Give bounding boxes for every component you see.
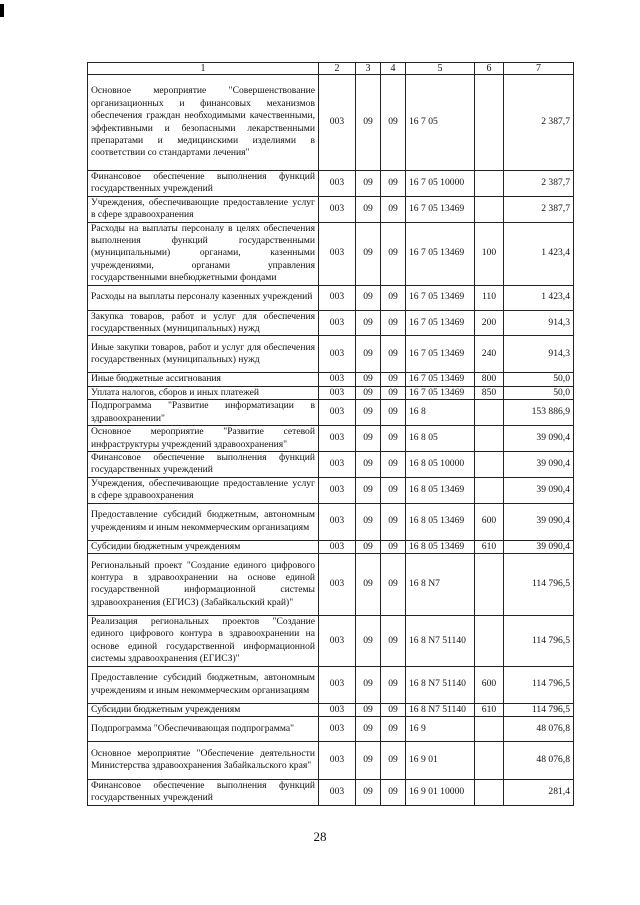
row-subsection-code: 09 [381,615,406,666]
row-name: Предоставление субсидий бюджетным, автономным учреждениям и иным некоммерческим организациям [88,666,319,703]
row-amount: 2 387,7 [504,196,574,222]
row-section-code: 09 [356,540,381,553]
row-section-code: 09 [356,703,381,716]
row-name: Основное мероприятие "Совершенствование организационных и финансовых механизмов обеспечения граждан необходимыми качественными, эффективными и безопасными лекарственными препаратами и медицинскими изделиями в соответствии со стандартами лечения" [88,75,319,171]
row-expense-type-code: 240 [475,336,504,373]
row-subsection-code: 09 [381,386,406,399]
row-expense-type-code [475,716,504,741]
row-expense-type-code: 600 [475,666,504,703]
row-subsection-code: 09 [381,75,406,171]
row-subsection-code: 09 [381,553,406,615]
row-target-article-code: 16 7 05 13469 [406,196,475,222]
row-section-code: 09 [356,741,381,779]
row-main-admin-code: 003 [319,386,356,399]
row-name: Закупка товаров, работ и услуг для обеспечения государственных (муниципальных) нужд [88,310,319,336]
row-amount: 39 090,4 [504,451,574,477]
row-subsection-code: 09 [381,222,406,285]
table-row [88,386,574,399]
row-target-article-code: 16 8 05 13469 [406,540,475,553]
row-expense-type-code [475,553,504,615]
row-main-admin-code: 003 [319,553,356,615]
row-amount: 39 090,4 [504,426,574,452]
row-section-code: 09 [356,222,381,285]
row-subsection-code: 09 [381,716,406,741]
row-section-code: 09 [356,615,381,666]
column-header: 2 [319,63,356,75]
row-target-article-code: 16 7 05 13469 [406,222,475,285]
row-subsection-code: 09 [381,703,406,716]
row-section-code: 09 [356,336,381,373]
row-main-admin-code: 003 [319,779,356,805]
row-section-code: 09 [356,779,381,805]
row-target-article-code: 16 7 05 13469 [406,373,475,386]
row-name: Финансовое обеспечение выполнения функций государственных учреждений [88,171,319,197]
row-expense-type-code: 610 [475,703,504,716]
column-header: 3 [356,63,381,75]
row-target-article-code: 16 8 [406,400,475,426]
column-header: 7 [504,63,574,75]
row-amount: 48 076,8 [504,741,574,779]
row-name: Учреждения, обеспечивающие предоставление услуг в сфере здравоохранения [88,196,319,222]
row-section-code: 09 [356,373,381,386]
table-row [88,222,574,285]
row-amount: 39 090,4 [504,540,574,553]
row-amount: 914,3 [504,310,574,336]
row-target-article-code: 16 9 [406,716,475,741]
row-expense-type-code [475,451,504,477]
row-subsection-code: 09 [381,477,406,503]
row-section-code: 09 [356,503,381,540]
row-main-admin-code: 003 [319,196,356,222]
row-main-admin-code: 003 [319,222,356,285]
row-name: Учреждения, обеспечивающие предоставление услуг в сфере здравоохранения [88,477,319,503]
row-main-admin-code: 003 [319,477,356,503]
row-target-article-code: 16 8 05 13469 [406,503,475,540]
row-main-admin-code: 003 [319,615,356,666]
row-expense-type-code [475,615,504,666]
row-section-code: 09 [356,426,381,452]
row-amount: 153 886,9 [504,400,574,426]
table-header-row [88,63,574,75]
row-amount: 281,4 [504,779,574,805]
row-section-code: 09 [356,400,381,426]
row-subsection-code: 09 [381,540,406,553]
row-name: Подпрограмма "Развитие информатизации в здравоохранении" [88,400,319,426]
table-row [88,503,574,540]
row-subsection-code: 09 [381,373,406,386]
row-expense-type-code: 600 [475,503,504,540]
row-name: Подпрограмма "Обеспечивающая подпрограмма" [88,716,319,741]
row-section-code: 09 [356,553,381,615]
row-amount: 2 387,7 [504,171,574,197]
table-row [88,336,574,373]
row-amount: 39 090,4 [504,503,574,540]
scan-corner-mark [0,4,4,17]
row-subsection-code: 09 [381,779,406,805]
row-amount: 39 090,4 [504,477,574,503]
row-main-admin-code: 003 [319,336,356,373]
row-main-admin-code: 003 [319,310,356,336]
row-subsection-code: 09 [381,400,406,426]
row-target-article-code: 16 7 05 13469 [406,336,475,373]
row-section-code: 09 [356,285,381,310]
row-expense-type-code [475,426,504,452]
row-main-admin-code: 003 [319,426,356,452]
row-main-admin-code: 003 [319,703,356,716]
page-number: 28 [313,829,327,844]
row-target-article-code: 16 7 05 13469 [406,310,475,336]
row-target-article-code: 16 7 05 [406,75,475,171]
table-row [88,373,574,386]
row-main-admin-code: 003 [319,75,356,171]
row-name: Субсидии бюджетным учреждениям [88,703,319,716]
row-target-article-code: 16 8 N7 51140 [406,666,475,703]
row-expense-type-code [475,171,504,197]
row-expense-type-code [475,741,504,779]
row-target-article-code: 16 7 05 13469 [406,386,475,399]
row-subsection-code: 09 [381,336,406,373]
row-name: Субсидии бюджетным учреждениям [88,540,319,553]
row-section-code: 09 [356,196,381,222]
column-header: 6 [475,63,504,75]
row-section-code: 09 [356,477,381,503]
row-subsection-code: 09 [381,503,406,540]
row-expense-type-code [475,196,504,222]
row-name: Основное мероприятие "Обеспечение деятельности Министерства здравоохранения Забайкальского края" [88,741,319,779]
row-expense-type-code: 610 [475,540,504,553]
row-name: Иные бюджетные ассигнования [88,373,319,386]
row-section-code: 09 [356,451,381,477]
row-name: Основное мероприятие "Развитие сетевой инфраструктуры учреждений здравоохранения" [88,426,319,452]
row-name: Иные закупки товаров, работ и услуг для обеспечения государственных (муниципальных) нужд [88,336,319,373]
row-main-admin-code: 003 [319,503,356,540]
column-header: 4 [381,63,406,75]
table-row [88,666,574,703]
row-expense-type-code: 200 [475,310,504,336]
row-amount: 914,3 [504,336,574,373]
row-section-code: 09 [356,666,381,703]
table-row [88,553,574,615]
row-main-admin-code: 003 [319,451,356,477]
row-expense-type-code [475,779,504,805]
row-subsection-code: 09 [381,310,406,336]
row-target-article-code: 16 9 01 10000 [406,779,475,805]
row-amount: 114 796,5 [504,666,574,703]
row-amount: 114 796,5 [504,703,574,716]
table-row [88,779,574,805]
row-target-article-code: 16 8 05 10000 [406,451,475,477]
row-main-admin-code: 003 [319,666,356,703]
row-name: Расходы на выплаты персоналу в целях обеспечения выполнения функций государственными (муниципальными) органами, казенными учреждениями, органами управления государственными внебюджетными фондами [88,222,319,285]
table-row [88,716,574,741]
budget-table [87,62,574,806]
row-subsection-code: 09 [381,171,406,197]
row-section-code: 09 [356,386,381,399]
row-target-article-code: 16 8 N7 [406,553,475,615]
row-main-admin-code: 003 [319,373,356,386]
table-row [88,310,574,336]
row-subsection-code: 09 [381,666,406,703]
table-row [88,285,574,310]
table-row [88,400,574,426]
table-row [88,426,574,452]
table-row [88,171,574,197]
row-expense-type-code [475,400,504,426]
row-amount: 48 076,8 [504,716,574,741]
row-target-article-code: 16 8 N7 51140 [406,703,475,716]
row-main-admin-code: 003 [319,400,356,426]
table-row [88,741,574,779]
row-amount: 114 796,5 [504,615,574,666]
row-name: Финансовое обеспечение выполнения функций государственных учреждений [88,779,319,805]
table-row [88,615,574,666]
row-expense-type-code: 100 [475,222,504,285]
row-amount: 114 796,5 [504,553,574,615]
row-subsection-code: 09 [381,196,406,222]
row-amount: 2 387,7 [504,75,574,171]
row-target-article-code: 16 8 N7 51140 [406,615,475,666]
row-main-admin-code: 003 [319,171,356,197]
row-amount: 1 423,4 [504,222,574,285]
table-row [88,196,574,222]
row-expense-type-code [475,75,504,171]
table-row [88,477,574,503]
row-main-admin-code: 003 [319,741,356,779]
table-row [88,703,574,716]
row-expense-type-code: 110 [475,285,504,310]
row-amount: 50,0 [504,386,574,399]
column-header: 5 [406,63,475,75]
row-main-admin-code: 003 [319,285,356,310]
row-amount: 1 423,4 [504,285,574,310]
row-section-code: 09 [356,310,381,336]
row-expense-type-code: 800 [475,373,504,386]
row-name: Расходы на выплаты персоналу казенных учреждений [88,285,319,310]
row-target-article-code: 16 7 05 10000 [406,171,475,197]
row-target-article-code: 16 7 05 13469 [406,285,475,310]
row-name: Предоставление субсидий бюджетным, автономным учреждениям и иным некоммерческим организациям [88,503,319,540]
row-target-article-code: 16 8 05 13469 [406,477,475,503]
row-subsection-code: 09 [381,285,406,310]
row-name: Региональный проект "Создание единого цифрового контура в здравоохранении на основе единой государственной информационной системы здравоохранения (ЕГИСЗ) (Забайкальский край)" [88,553,319,615]
row-target-article-code: 16 8 05 [406,426,475,452]
row-subsection-code: 09 [381,741,406,779]
row-section-code: 09 [356,171,381,197]
row-section-code: 09 [356,716,381,741]
row-expense-type-code: 850 [475,386,504,399]
column-header: 1 [88,63,319,75]
row-name: Реализация региональных проектов "Создание единого цифрового контура в здравоохранении на основе единой государственной информационной системы здравоохранения (ЕГИСЗ)" [88,615,319,666]
row-subsection-code: 09 [381,426,406,452]
row-subsection-code: 09 [381,451,406,477]
row-main-admin-code: 003 [319,540,356,553]
row-name: Финансовое обеспечение выполнения функций государственных учреждений [88,451,319,477]
table-row [88,451,574,477]
row-amount: 50,0 [504,373,574,386]
row-name: Уплата налогов, сборов и иных платежей [88,386,319,399]
row-main-admin-code: 003 [319,716,356,741]
table-row [88,75,574,171]
table-row [88,540,574,553]
row-expense-type-code [475,477,504,503]
row-target-article-code: 16 9 01 [406,741,475,779]
row-section-code: 09 [356,75,381,171]
